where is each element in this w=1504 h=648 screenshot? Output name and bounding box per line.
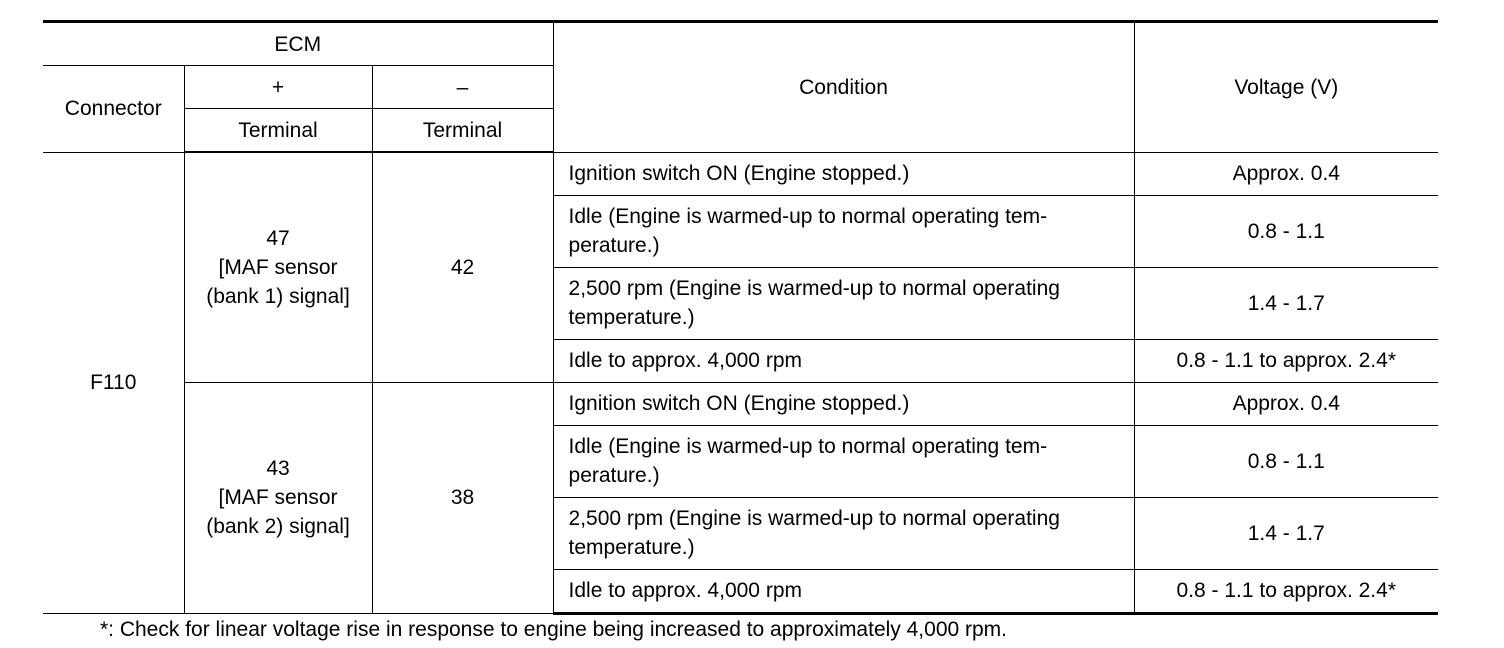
condition-cell [553,497,1134,569]
condition-line-1: Idle (Engine is warmed-up to normal operating tem- [568,205,1048,228]
condition-line-2: temperature.) [568,306,695,329]
plus-header: + [184,66,372,109]
voltage-header: Voltage (V) [1134,22,1438,153]
table-row [43,382,1438,425]
voltage-cell: 0.8 - 1.1 [1134,195,1438,267]
connector-cell: F110 [43,152,184,613]
minus-terminal-cell: 38 [372,382,553,613]
condition-cell [553,267,1134,339]
plus-terminal-desc-1: [MAF sensor [218,486,338,509]
voltage-cell: 0.8 - 1.1 [1134,425,1438,497]
connector-header: Connector [43,66,184,153]
terminal-plus-header: Terminal [184,109,372,153]
plus-terminal-number: 43 [266,457,290,480]
voltage-cell: Approx. 0.4 [1134,152,1438,195]
voltage-cell: 1.4 - 1.7 [1134,267,1438,339]
condition-cell: Idle to approx. 4,000 rpm [553,339,1134,382]
plus-terminal-desc-2: (bank 2) signal] [206,515,350,538]
ecm-header: ECM [43,22,553,66]
plus-terminal-number: 47 [266,226,290,250]
condition-cell [553,425,1134,497]
condition-cell: Ignition switch ON (Engine stopped.) [553,382,1134,425]
footnote: *: Check for linear voltage rise in response to engine being increased to approximately 4,000 rpm. [100,618,1008,641]
voltage-cell: Approx. 0.4 [1134,382,1438,425]
plus-terminal-desc-2: (bank 1) signal] [206,284,350,308]
plus-terminal-desc-1: [MAF sensor [218,255,338,279]
plus-terminal-cell [184,152,372,382]
plus-terminal-cell [184,382,372,613]
minus-header: – [372,66,553,109]
condition-cell [553,195,1134,267]
condition-cell: Idle to approx. 4,000 rpm [553,569,1134,613]
condition-cell: Ignition switch ON (Engine stopped.) [553,152,1134,195]
table-row [43,152,1438,195]
condition-line-2: perature.) [568,464,660,487]
condition-line-1: 2,500 rpm (Engine is warmed-up to normal operating [568,507,1060,530]
voltage-cell: 1.4 - 1.7 [1134,497,1438,569]
condition-line-2: temperature.) [568,536,695,559]
voltage-cell: 0.8 - 1.1 to approx. 2.4* [1134,339,1438,382]
condition-header: Condition [553,22,1134,153]
condition-line-1: Idle (Engine is warmed-up to normal operating tem- [568,435,1048,458]
minus-terminal-cell: 42 [372,152,553,382]
condition-line-1: 2,500 rpm (Engine is warmed-up to normal operating [568,277,1060,300]
terminal-minus-header: Terminal [372,109,553,153]
condition-line-2: perature.) [568,234,660,257]
voltage-cell: 0.8 - 1.1 to approx. 2.4* [1134,569,1438,613]
ecm-terminal-table [43,20,1438,615]
